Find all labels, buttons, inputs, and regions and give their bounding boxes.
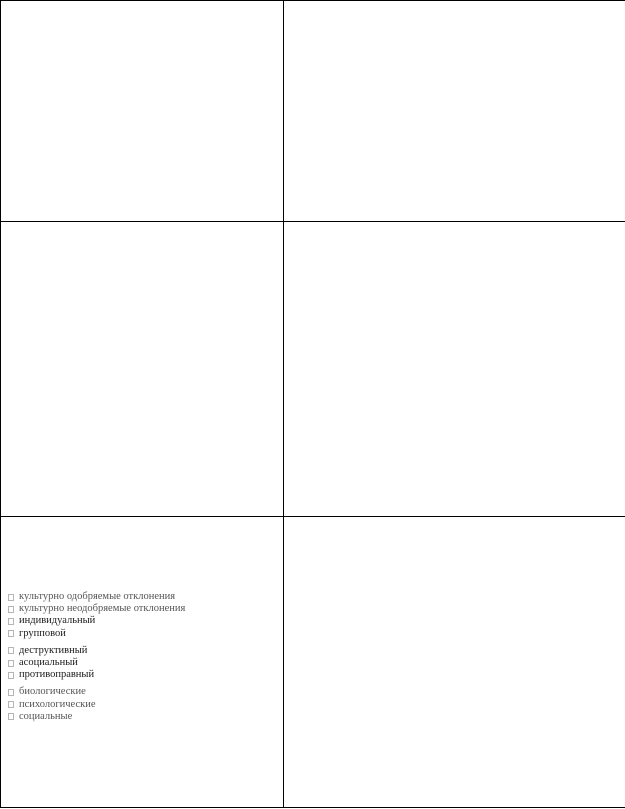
checkbox-icon[interactable] xyxy=(8,701,14,708)
checkbox-icon[interactable] xyxy=(8,594,14,601)
checkbox-icon[interactable] xyxy=(8,647,14,654)
checkbox-icon[interactable] xyxy=(8,606,14,613)
checkbox-option[interactable] xyxy=(8,628,185,640)
table-cell-r3-c1 xyxy=(1,517,284,808)
checkbox-label: культурно неодобряемые отклонения xyxy=(19,603,186,615)
checkbox-label: биологические xyxy=(19,686,86,698)
table-row xyxy=(1,1,625,222)
checkbox-icon[interactable] xyxy=(8,713,14,720)
checkbox-icon[interactable] xyxy=(8,672,14,679)
checkbox-option[interactable] xyxy=(8,645,185,657)
checkbox-label: противоправный xyxy=(19,669,95,681)
option-group-1 xyxy=(8,591,185,640)
table-cell-r1-c2 xyxy=(284,1,625,222)
option-group-3 xyxy=(8,686,185,723)
checkbox-label: групповой xyxy=(19,627,66,639)
checkbox-option[interactable] xyxy=(8,603,185,615)
checkbox-label: психологические xyxy=(19,698,96,710)
checkbox-label: культурно одобряемые отклонения xyxy=(19,591,176,602)
checkbox-icon[interactable] xyxy=(8,660,14,667)
checkbox-option[interactable] xyxy=(8,699,185,711)
checkbox-option[interactable] xyxy=(8,615,185,627)
checkbox-label: социальные xyxy=(19,710,73,722)
option-group-2 xyxy=(8,645,185,682)
checkbox-option[interactable] xyxy=(8,711,185,723)
table-row xyxy=(1,517,625,808)
checkbox-icon[interactable] xyxy=(8,689,14,696)
checkbox-option[interactable] xyxy=(8,657,185,669)
checkbox-label: индивидуальный xyxy=(19,615,96,627)
table-cell-r3-c2 xyxy=(284,517,625,808)
checkbox-label: деструктивный xyxy=(19,644,88,656)
table-cell-r2-c1 xyxy=(1,222,284,517)
checkbox-option[interactable] xyxy=(8,686,185,698)
checkbox-option[interactable] xyxy=(8,669,185,681)
table-cell-r2-c2 xyxy=(284,222,625,517)
checkbox-icon[interactable] xyxy=(8,630,14,637)
checkbox-label: асоциальный xyxy=(19,656,78,668)
table-cell-r1-c1 xyxy=(1,1,284,222)
checkbox-icon[interactable] xyxy=(8,618,14,625)
checkbox-option[interactable] xyxy=(8,591,185,603)
checkbox-list xyxy=(8,591,185,723)
table-row xyxy=(1,222,625,517)
